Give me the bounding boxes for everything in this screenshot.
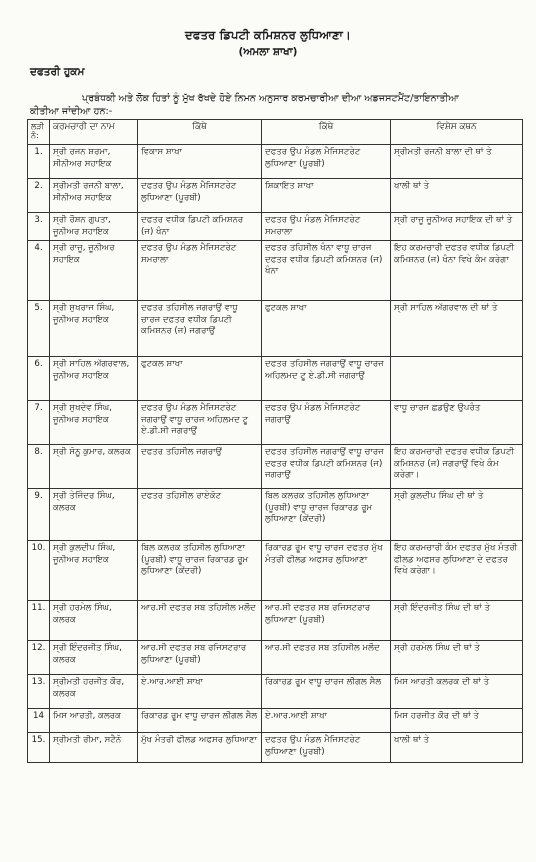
column-header-to: ਕਿੱਥੇ — [262, 120, 391, 145]
table-row — [28, 489, 523, 541]
remarks-cell: ਖਾਲੀ ਥਾਂ ਤੇ — [391, 733, 523, 763]
from-office-cell: ਦਫਤਰ ਤਹਿਸੀਲ ਜਗਰਾਉਂ ਵਾਧੂ ਚਾਰਜ ਦਫਤਰ ਵਧੀਕ ਡਿਪਟੀ ਕਮਿਸ਼ਨਰ (ਜ) ਜਗਰਾਉਂ — [138, 301, 262, 357]
to-office-cell: ਬਿਲ ਕਲਰਕ ਤਹਿਸੀਲ ਲੁਧਿਆਣਾ (ਪੂਰਬੀ) ਵਾਧੂ ਚਾਰਜ ਰਿਕਾਰਡ ਰੂਮ ਲੁਧਿਆਣਾ (ਕੇਂਦਰੀ) — [262, 489, 391, 541]
to-office-cell: ਦਫਤਰ ਤਹਿਸੀਲ ਜਗਰਾਉਂ ਵਾਧੂ ਚਾਰਜ ਦਫਤਰ ਵਧੀਕ ਡਿਪਟੀ ਕਮਿਸ਼ਨਰ (ਜ) ਜਗਰਾਉਂ — [262, 445, 391, 489]
table-row — [28, 601, 523, 641]
from-office-cell: ਦਫਤਰ ਤਹਿਸੀਲ ਜਗਰਾਉਂ — [138, 445, 262, 489]
serial-cell: 3. — [28, 213, 50, 241]
from-office-cell: ਏ.ਆਰ.ਆਈ ਸ਼ਾਖਾ — [138, 675, 262, 709]
serial-cell: 4. — [28, 241, 50, 301]
column-header-serial: ਲੜੀ ਨੰ: — [28, 120, 50, 145]
column-header-employee-name: ਕਰਮਚਾਰੀ ਦਾ ਨਾਮ — [50, 120, 138, 145]
to-office-cell: ਦਫਤਰ ਉਪ ਮੰਡਲ ਮੈਜਿਸਟਰੇਟ ਲੁਧਿਆਣਾ (ਪੂਰਬੀ) — [262, 145, 391, 179]
table-header-row — [28, 120, 523, 145]
employee-name-cell: ਮਿਸ ਆਰਤੀ, ਕਲਰਕ — [50, 709, 138, 733]
from-office-cell: ਦਫਤਰ ਤਹਿਸੀਲ ਰਾਏਕੋਟ — [138, 489, 262, 541]
serial-cell: 5. — [28, 301, 50, 357]
employee-name-cell: ਸ੍ਰੀਮਤੀ ਰਜਨੀ ਬਾਲਾ, ਸੀਨੀਅਰ ਸਹਾਇਕ — [50, 179, 138, 213]
serial-cell: 2. — [28, 179, 50, 213]
employee-name-cell: ਸ੍ਰੀ ਕੁਲਦੀਪ ਸਿੰਘ, ਜੂਨੀਅਰ ਸਹਾਇਕ — [50, 541, 138, 601]
from-office-cell: ਵਿਕਾਸ ਸ਼ਾਖਾ — [138, 145, 262, 179]
to-office-cell: ਦਫਤਰ ਤਹਿਸੀਲ ਜਗਰਾਉਂ ਵਾਧੂ ਚਾਰਜ ਅਹਿਲਮਦ ਟੂ ਏ.ਡੀ.ਸੀ ਜਗਰਾਉਂ — [262, 357, 391, 401]
serial-cell: 11. — [28, 601, 50, 641]
employee-name-cell: ਸ੍ਰੀ ਰਾਜੂ, ਜੂਨੀਅਰ ਸਹਾਇਕ — [50, 241, 138, 301]
table-row — [28, 675, 523, 709]
remarks-cell: ਮਿਸ ਹਰਜੀਤ ਕੌਰ ਦੀ ਥਾਂ ਤੇ — [391, 709, 523, 733]
from-office-cell: ਰਿਕਾਰਡ ਰੂਮ ਵਾਧੂ ਚਾਰਜ ਲੀਗਲ ਸੈਲ — [138, 709, 262, 733]
from-office-cell: ਫੁਟਕਲ ਸ਼ਾਖਾ — [138, 357, 262, 401]
to-office-cell: ਫੁਟਕਲ ਸ਼ਾਖਾ — [262, 301, 391, 357]
serial-cell: 6. — [28, 357, 50, 401]
table-row — [28, 213, 523, 241]
from-office-cell: ਦਫਤਰ ਵਧੀਕ ਡਿਪਟੀ ਕਮਿਸ਼ਨਰ (ਜ) ਖੰਨਾ — [138, 213, 262, 241]
serial-cell: 1. — [28, 145, 50, 179]
to-office-cell: ਰਿਕਾਰਡ ਰੂਮ ਵਾਧੂ ਚਾਰਜ ਦਫਤਰ ਮੁੱਖ ਮੰਤਰੀ ਫੀਲਡ ਅਫਸਰ ਲੁਧਿਆਣਾ — [262, 541, 391, 601]
remarks-cell: ਇਹ ਕਰਮਚਾਰੀ ਦਫਤਰ ਵਧੀਕ ਡਿਪਟੀ ਕਮਿਸ਼ਨਰ (ਜ) ਖੰਨਾ ਵਿਖੇ ਕੰਮ ਕਰੇਗਾ — [391, 241, 523, 301]
serial-cell: 12. — [28, 641, 50, 675]
table-row — [28, 445, 523, 489]
intro-line-2: ਕੀਤੀਆ ਜਾਂਦੀਆ ਹਨ:- — [30, 106, 113, 117]
remarks-cell: ਸ੍ਰੀ ਹਰਮੇਲ ਸਿੰਘ ਦੀ ਥਾਂ ਤੇ — [391, 641, 523, 675]
remarks-cell: ਵਾਧੂ ਚਾਰਜ ਛਡਉਣ ਉਪਰੰਤ — [391, 401, 523, 445]
from-office-cell: ਦਫਤਰ ਉਪ ਮੰਡਲ ਮੈਜਿਸਟਰੇਟ ਸਮਰਾਲਾ — [138, 241, 262, 301]
remarks-cell: ਖਾਲੀ ਥਾਂ ਤੇ — [391, 179, 523, 213]
employee-name-cell: ਸ੍ਰੀਮਤੀ ਹਰਜੀਤ ਕੌਰ, ਕਲਰਕ — [50, 675, 138, 709]
column-header-remarks: ਵਿਸ਼ੇਸ ਕਥਨ — [391, 120, 523, 145]
serial-cell: 14 — [28, 709, 50, 733]
remarks-cell: ਇਹ ਕਰਮਚਾਰੀ ਕੰਮ ਦਫਤਰ ਮੁੱਖ ਮੰਤਰੀ ਫੀਲਡ ਅਫਸਰ ਲੁਧਿਆਣਾ ਦੇ ਦਫਤਰ ਵਿਖੇ ਕਰੇਗਾ। — [391, 541, 523, 601]
to-office-cell: ਦਫਤਰ ਉਪ ਮੰਡਲ ਮੈਜਿਸਟਰੇਟ ਲੁਧਿਆਣਾ (ਪੂਰਬੀ) — [262, 733, 391, 763]
employee-name-cell: ਸ੍ਰੀ ਸੁਖਰਾਜ ਸਿੰਘ, ਜੂਨੀਅਰ ਸਹਾਇਕ — [50, 301, 138, 357]
to-office-cell: ਆਰ.ਸੀ ਦਫਤਰ ਸਬ ਤਹਿਸੀਲ ਮਲੌਦ — [262, 641, 391, 675]
remarks-cell: ਸ੍ਰੀ ਰਾਜੂ ਜੂਨੀਅਰ ਸਹਾਇਕ ਦੀ ਥਾਂ ਤੇ — [391, 213, 523, 241]
posting-table — [27, 119, 523, 763]
remarks-cell: ਸ੍ਰੀ ਕੁਲਦੀਪ ਸਿੰਘ ਦੀ ਥਾਂ ਤੇ — [391, 489, 523, 541]
from-office-cell: ਦਫਤਰ ਉਪ ਮੰਡਲ ਮੈਜਿਸਟਰੇਟ ਜਗਰਾਉਂ ਵਾਧੂ ਚਾਰਜ ਅਹਿਲਮਦ ਟੂ ਏ.ਡੀ.ਸੀ ਜਗਰਾਉਂ — [138, 401, 262, 445]
branch-subtitle: (ਅਮਲਾ ਸ਼ਾਖਾ) — [238, 46, 298, 58]
table-row — [28, 401, 523, 445]
order-label: ਦਫਤਰੀ ਹੁਕਮ — [30, 66, 85, 78]
column-header-from: ਕਿੱਥੇ — [138, 120, 262, 145]
office-title: ਦਫਤਰ ਡਿਪਟੀ ਕਮਿਸ਼ਨਰ ਲੁਧਿਆਣਾ। — [185, 28, 351, 42]
table-row — [28, 179, 523, 213]
remarks-cell — [391, 357, 523, 401]
to-office-cell: ਸ਼ਿਕਾਇਤ ਸ਼ਾਖਾ — [262, 179, 391, 213]
serial-cell: 8. — [28, 445, 50, 489]
employee-name-cell: ਸ੍ਰੀ ਰਜਨ ਸ਼ਰਮਾ, ਸੀਨੀਅਰ ਸਹਾਇਕ — [50, 145, 138, 179]
serial-cell: 10. — [28, 541, 50, 601]
table-row — [28, 541, 523, 601]
employee-name-cell: ਸ੍ਰੀ ਰੌਸ਼ਨ ਗੁਪਤਾ, ਜੂਨੀਅਰ ਸਹਾਇਕ — [50, 213, 138, 241]
serial-cell: 7. — [28, 401, 50, 445]
serial-cell: 15. — [28, 733, 50, 763]
serial-cell: 9. — [28, 489, 50, 541]
employee-name-cell: ਸ੍ਰੀ ਤੇਜਿੰਦਰ ਸਿੰਘ, ਕਲਰਕ — [50, 489, 138, 541]
employee-name-cell: ਸ੍ਰੀ ਹਰਮੇਲ ਸਿੰਘ, ਕਲਰਕ — [50, 601, 138, 641]
from-office-cell: ਆਰ.ਸੀ ਦਫਤਰ ਸਬ ਤਹਿਸੀਲ ਮਲੌਦ — [138, 601, 262, 641]
remarks-cell: ਸ੍ਰੀ ਇੰਦਰਜੀਤ ਸਿੰਘ ਦੀ ਥਾਂ ਤੇ — [391, 601, 523, 641]
serial-cell: 13. — [28, 675, 50, 709]
from-office-cell: ਬਿਲ ਕਲਰਕ ਤਹਿਸੀਲ ਲੁਧਿਆਣਾ (ਪੂਰਬੀ) ਵਾਧੂ ਚਾਰਜ ਰਿਕਾਰਡ ਰੂਮ ਲੁਧਿਆਣਾ (ਕੇਂਦਰੀ) — [138, 541, 262, 601]
table-row — [28, 241, 523, 301]
to-office-cell: ਦਫਤਰ ਉਪ ਮੰਡਲ ਮੈਜਿਸਟਰੇਟ ਸਮਰਾਲਾ — [262, 213, 391, 241]
employee-name-cell: ਸ੍ਰੀ ਇੰਦਰਜੀਤ ਸਿੰਘ, ਕਲਰਕ — [50, 641, 138, 675]
table-row — [28, 301, 523, 357]
remarks-cell: ਸ੍ਰੀ ਸਾਹਿਲ ਅੱਗਰਵਾਲ ਦੀ ਥਾਂ ਤੇ — [391, 301, 523, 357]
to-office-cell: ਏ.ਆਰ.ਆਈ ਸ਼ਾਖਾ — [262, 709, 391, 733]
employee-name-cell: ਸ੍ਰੀ ਸਾਹਿਲ ਅੱਗਰਵਾਲ, ਜੂਨੀਅਰ ਸਹਾਇਕ — [50, 357, 138, 401]
to-office-cell: ਆਰ.ਸੀ ਦਫਤਰ ਸਬ ਰਜਿਸਟਰਾਰ ਲੁਧਿਆਣਾ (ਪੂਰਬੀ) — [262, 601, 391, 641]
table-row — [28, 357, 523, 401]
from-office-cell: ਆਰ.ਸੀ ਦਫਤਰ ਸਬ ਰਜਿਸਟਰਾਰ ਲੁਧਿਆਣਾ (ਪੂਰਬੀ) — [138, 641, 262, 675]
from-office-cell: ਮੁੱਖ ਮੰਤਰੀ ਫੀਲਡ ਅਫਸਰ ਲੁਧਿਆਣਾ — [138, 733, 262, 763]
employee-name-cell: ਸ੍ਰੀਮਤੀ ਰੀਮਾ, ਸਟੈਨੋ — [50, 733, 138, 763]
table-row — [28, 733, 523, 763]
to-office-cell: ਦਫਤਰ ਉਪ ਮੰਡਲ ਮੈਜਿਸਟਰੇਟ ਜਗਰਾਉਂ — [262, 401, 391, 445]
employee-name-cell: ਸ੍ਰੀ ਸੁਖਦੇਵ ਸਿੰਘ, ਜੂਨੀਅਰ ਸਹਾਇਕ — [50, 401, 138, 445]
table-row — [28, 709, 523, 733]
employee-name-cell: ਸ੍ਰੀ ਸੋਨੂ ਕੁਮਾਰ, ਕਲਰਕ — [50, 445, 138, 489]
intro-line-1: ਪ੍ਰਬੰਧਕੀ ਅਤੇ ਲੋਕ ਹਿਤਾਂ ਨੂੰ ਮੁੱਖ ਰੱਖਦੇ ਹੋਏ ਨਿਮਨ ਅਨੁਸਾਰ ਕਰਮਚਾਰੀਆ ਦੀਆ ਅਡਜਸਟਮੈਂਟ/ਤਾਇਨਾਤੀਆ — [82, 93, 459, 104]
to-office-cell: ਦਫਤਰ ਤਹਿਸੀਲ ਖੰਨਾ ਵਾਧੂ ਚਾਰਜ ਦਫਤਰ ਵਧੀਕ ਡਿਪਟੀ ਕਮਿਸ਼ਨਰ (ਜ) ਖੰਨਾ — [262, 241, 391, 301]
to-office-cell: ਰਿਕਾਰਡ ਰੂਮ ਵਾਧੂ ਚਾਰਜ ਲੀਗਲ ਸੈਲ — [262, 675, 391, 709]
remarks-cell: ਮਿਸ ਆਰਤੀ ਕਲਰਕ ਦੀ ਥਾਂ ਤੇ — [391, 675, 523, 709]
intro-paragraph — [30, 92, 530, 118]
table-row — [28, 145, 523, 179]
table-row — [28, 641, 523, 675]
remarks-cell: ਸ੍ਰੀਮਤੀ ਰਜਨੀ ਬਾਲਾ ਦੀ ਥਾਂ ਤੇ — [391, 145, 523, 179]
remarks-cell: ਇਹ ਕਰਮਚਾਰੀ ਦਫਤਰ ਵਧੀਕ ਡਿਪਟੀ ਕਮਿਸ਼ਨਰ (ਜ) ਜਗਰਾਉਂ ਵਿਖੇ ਕੰਮ ਕਰੇਗਾ। — [391, 445, 523, 489]
from-office-cell: ਦਫਤਰ ਉਪ ਮੰਡਲ ਮੈਜਿਸਟਰੇਟ ਲੁਧਿਆਣਾ (ਪੂਰਬੀ) — [138, 179, 262, 213]
